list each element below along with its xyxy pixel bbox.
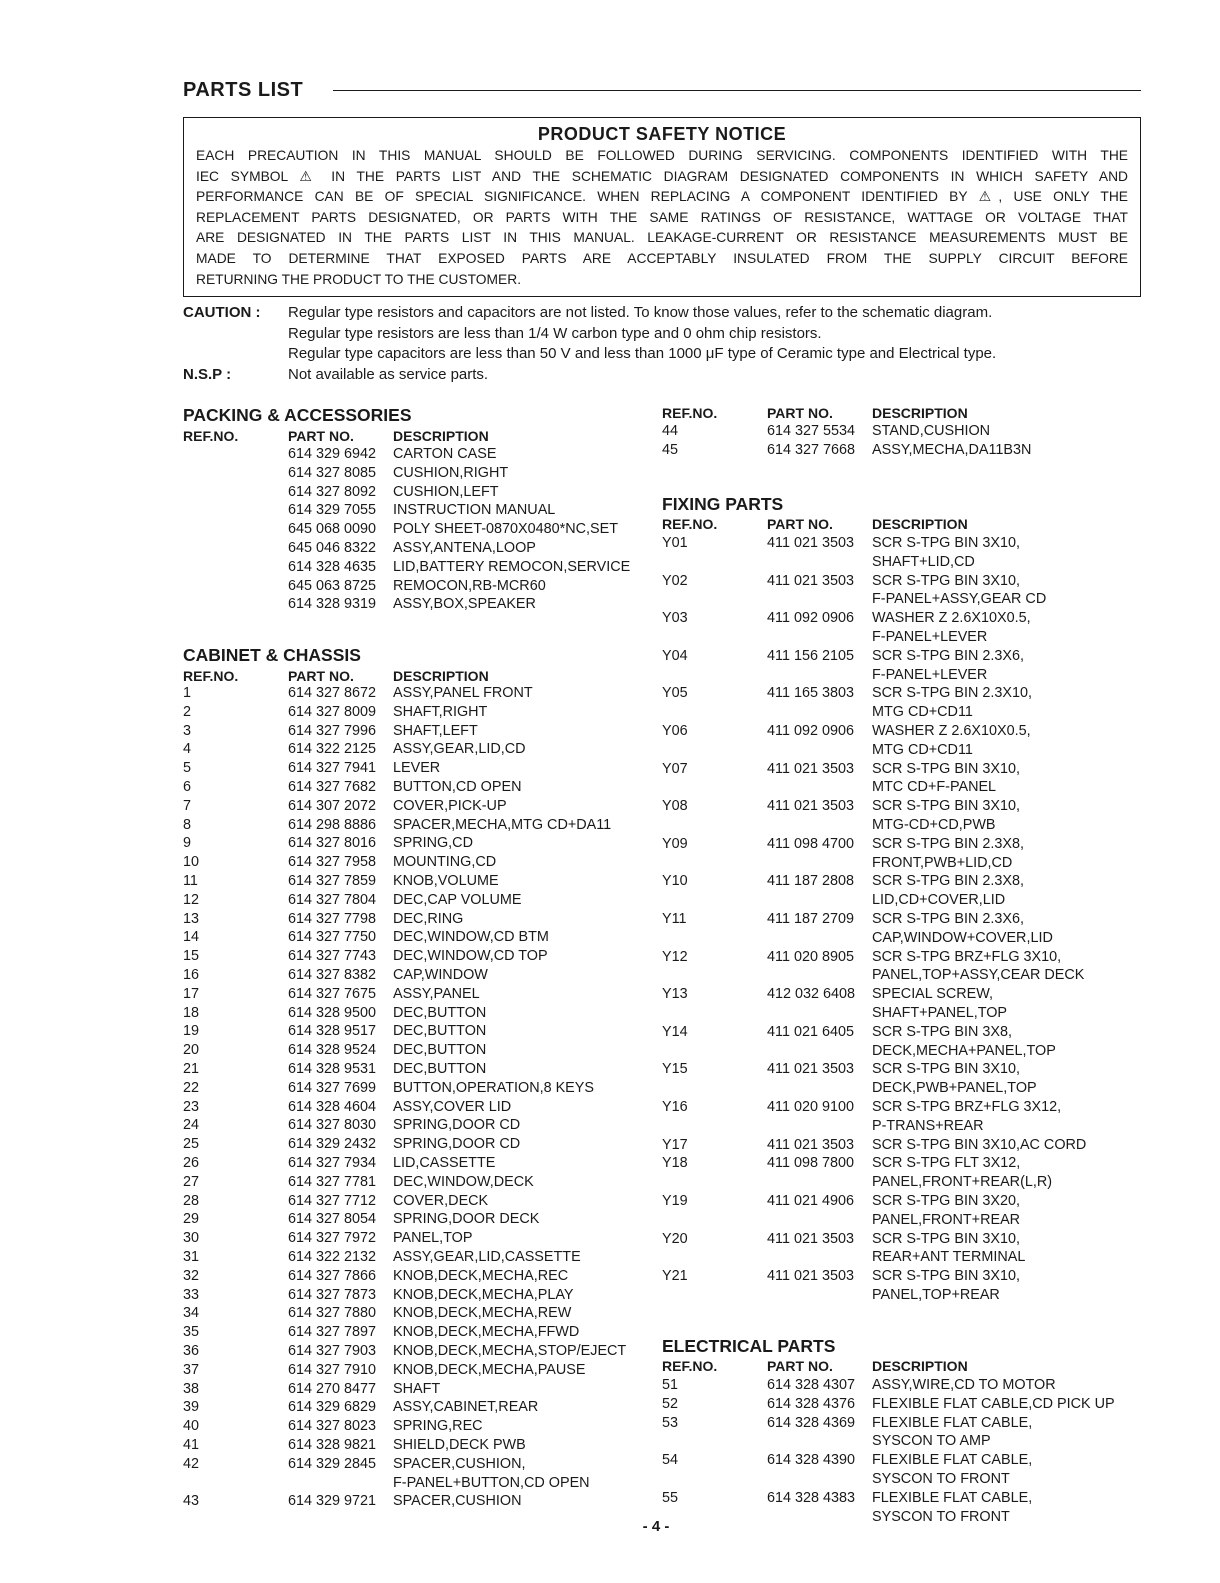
description: WASHER Z 2.6X10X0.5, (872, 610, 1031, 627)
description: SCR S-TPG BIN 3X10, (872, 1230, 1020, 1247)
part-no: 411 021 3503 (767, 1230, 854, 1247)
description: KNOB,VOLUME (393, 873, 499, 889)
part-no: 411 098 4700 (767, 835, 854, 852)
description-continued: F-PANEL+BUTTON,CD OPEN (393, 1474, 590, 1491)
ref-no: 53 (662, 1414, 679, 1431)
description: DEC,WINDOW,DECK (393, 1173, 534, 1190)
col-part-header: PART NO. (767, 405, 833, 421)
description-continued: MTC CD+F-PANEL (872, 779, 997, 796)
part-no: 614 327 8092 (288, 483, 377, 500)
description-continued: MTG CD+CD11 (872, 704, 973, 721)
description-continued: DECK,PWB+PANEL,TOP (872, 1080, 1037, 1097)
col-part-header: PART NO. (767, 1358, 833, 1374)
col-desc-header: DESCRIPTION (872, 1358, 968, 1374)
description: CUSHION,LEFT (393, 483, 499, 500)
ref-no: 8 (183, 816, 192, 833)
part-no: 614 327 7958 (288, 854, 377, 871)
notice-title: PRODUCT SAFETY NOTICE (537, 124, 787, 144)
description: DEC,BUTTON (393, 1023, 487, 1040)
description-continued: SYSCON TO FRONT (872, 1508, 1010, 1525)
part-no: 411 021 4906 (767, 1193, 854, 1209)
part-no: 614 327 8016 (288, 835, 377, 852)
part-no: 411 092 0906 (767, 723, 854, 739)
description-continued: SHAFT+PANEL,TOP (872, 1004, 1008, 1021)
part-no: 411 021 3503 (767, 760, 854, 777)
part-no: 645 063 8725 (288, 577, 377, 594)
part-no: 411 021 3503 (767, 1136, 854, 1153)
page-title: PARTS LIST (183, 79, 304, 101)
part-no: 614 328 9319 (288, 596, 377, 613)
part-no: 411 021 3503 (767, 1061, 854, 1078)
ref-no: 2 (183, 703, 192, 720)
part-no: 614 328 9524 (288, 1042, 377, 1059)
part-no: 411 098 7800 (767, 1155, 854, 1172)
description: ASSY,MECHA,DA11B3N (872, 441, 1032, 458)
description-continued: SYSCON TO AMP (872, 1433, 991, 1450)
nsp-label: N.S.P : (183, 365, 232, 383)
description: SHAFT,RIGHT (393, 703, 488, 720)
ref-no: Y16 (662, 1099, 688, 1115)
part-no: 614 329 6829 (288, 1399, 377, 1416)
description: SPACER,MECHA,MTG CD+DA11 (393, 816, 612, 833)
ref-no: Y18 (662, 1155, 688, 1172)
ref-no: 31 (183, 1249, 200, 1265)
part-no: 614 327 7675 (288, 985, 377, 1002)
description: SPRING,DOOR CD (393, 1136, 521, 1153)
fixing-title: FIXING PARTS (662, 494, 784, 514)
part-no: 614 328 4369 (767, 1414, 856, 1431)
ref-no: 9 (183, 835, 192, 852)
ref-no: 54 (662, 1452, 679, 1469)
description-continued: F-PANEL+ASSY,GEAR CD (872, 591, 1047, 608)
part-no: 614 329 2432 (288, 1136, 377, 1153)
description: SCR S-TPG BIN 2.3X10, (872, 685, 1032, 702)
ref-no: Y02 (662, 572, 688, 589)
description: BUTTON,OPERATION,8 KEYS (393, 1079, 594, 1096)
ref-no: 25 (183, 1136, 200, 1153)
ref-no: Y12 (662, 948, 688, 965)
description: DEC,CAP VOLUME (393, 891, 522, 908)
part-no: 614 327 5534 (767, 423, 856, 439)
ref-no: 16 (183, 967, 200, 983)
description: CARTON CASE (393, 446, 497, 462)
ref-no: Y20 (662, 1230, 688, 1247)
ref-no: 4 (183, 741, 192, 758)
part-no: 614 327 7880 (288, 1305, 377, 1322)
part-no: 614 328 4307 (767, 1377, 856, 1393)
notice-line: RETURNING THE PRODUCT TO THE CUSTOMER. (196, 271, 522, 287)
ref-no: 19 (183, 1023, 200, 1040)
part-no: 614 327 7972 (288, 1230, 377, 1247)
ref-no: Y08 (662, 798, 688, 815)
description: LID,BATTERY REMOCON,SERVICE (393, 558, 631, 575)
description: SCR S-TPG BIN 3X10, (872, 535, 1020, 551)
ref-no: 20 (183, 1042, 200, 1059)
description: SCR S-TPG BIN 3X10, (872, 1061, 1020, 1078)
part-no: 614 327 7941 (288, 760, 377, 777)
part-no: 614 328 4390 (767, 1452, 856, 1469)
description: DEC,BUTTON (393, 1004, 487, 1021)
col-part-header: PART NO. (288, 428, 354, 444)
part-no: 614 327 8030 (288, 1117, 377, 1134)
ref-no: 23 (183, 1098, 200, 1115)
ref-no: 51 (662, 1377, 679, 1393)
part-no: 614 327 8054 (288, 1211, 377, 1228)
ref-no: 1 (183, 685, 192, 701)
part-no: 614 329 7055 (288, 502, 377, 519)
ref-no: 34 (183, 1305, 200, 1322)
ref-no: 7 (183, 797, 192, 814)
caution-line-2: Regular type resistors are less than 1/4 W carbon type and 0 ohm chip resistors. (288, 324, 822, 342)
col-desc-header: DESCRIPTION (393, 428, 489, 444)
page-number: - 4 - (642, 1518, 670, 1535)
ref-no: 42 (183, 1455, 200, 1472)
col-part-header: PART NO. (288, 668, 354, 684)
electrical-title: ELECTRICAL PARTS (662, 1336, 836, 1356)
ref-no: 24 (183, 1117, 200, 1134)
part-no: 614 327 7804 (288, 891, 377, 908)
notice-line: MADE TO DETERMINE THAT EXPOSED PARTS ARE ACCEPTABLY INSULATED FROM THE SUPPLY CIRCUIT BEFORE (196, 251, 1128, 266)
ref-no: 39 (183, 1399, 200, 1416)
ref-no: Y14 (662, 1023, 688, 1040)
description: LID,CASSETTE (393, 1155, 496, 1171)
notice-line: REPLACEMENT PARTS DESIGNATED, OR PARTS WITH THE SAME RATINGS OF RESISTANCE, WATTAGE OR VOLTAGE THAT (196, 209, 1128, 225)
part-no: 614 327 7897 (288, 1324, 377, 1341)
part-no: 412 032 6408 (767, 986, 856, 1003)
ref-no: Y19 (662, 1193, 688, 1209)
part-no: 614 328 9821 (288, 1437, 377, 1453)
part-no: 614 328 4383 (767, 1489, 856, 1506)
description: ASSY,COVER LID (393, 1098, 512, 1115)
parts-list-header (183, 78, 1141, 104)
part-no: 614 327 7859 (288, 873, 377, 889)
ref-no: 32 (183, 1267, 200, 1284)
ref-no: Y15 (662, 1061, 688, 1078)
ref-no: 45 (662, 441, 679, 458)
part-no: 411 021 3503 (767, 1268, 854, 1285)
part-no: 614 327 7903 (288, 1343, 377, 1359)
description-continued: F-PANEL+LEVER (872, 628, 988, 645)
description-continued: MTG CD+CD11 (872, 741, 973, 758)
ref-no: 17 (183, 985, 200, 1002)
description-continued: DECK,MECHA+PANEL,TOP (872, 1042, 1056, 1059)
part-no: 614 327 7668 (767, 441, 856, 458)
ref-no: 30 (183, 1230, 200, 1247)
description: KNOB,DECK,MECHA,REW (393, 1305, 572, 1322)
col-ref-header: REF.NO. (662, 1358, 718, 1374)
description: SCR S-TPG BRZ+FLG 3X12, (872, 1099, 1062, 1115)
description: DEC,RING (393, 910, 464, 927)
part-no: 614 328 4635 (288, 558, 377, 575)
description: DEC,WINDOW,CD TOP (393, 948, 548, 965)
description: DEC,BUTTON (393, 1042, 487, 1059)
col-desc-header: DESCRIPTION (872, 516, 968, 532)
description: SCR S-TPG BIN 3X20, (872, 1193, 1020, 1209)
description: SPECIAL SCREW, (872, 986, 994, 1003)
description: SCR S-TPG BIN 3X8, (872, 1023, 1012, 1040)
ref-no: Y09 (662, 835, 688, 852)
description: CAP,WINDOW (393, 967, 488, 983)
description: ASSY,GEAR,LID,CD (393, 741, 526, 758)
part-no: 411 092 0906 (767, 610, 854, 627)
description: KNOB,DECK,MECHA,PLAY (393, 1286, 574, 1303)
part-no: 614 329 9721 (288, 1493, 377, 1510)
description: SPRING,DOOR CD (393, 1117, 521, 1134)
part-no: 614 327 7743 (288, 948, 377, 965)
description: SPRING,DOOR DECK (393, 1211, 540, 1228)
col-desc-header: DESCRIPTION (872, 405, 968, 421)
part-no: 614 327 8009 (288, 703, 377, 720)
part-no: 411 021 3503 (767, 572, 854, 589)
ref-no: 28 (183, 1192, 200, 1209)
description-continued: REAR+ANT TERMINAL (872, 1249, 1026, 1266)
description: SCR S-TPG BIN 2.3X8, (872, 835, 1024, 852)
description: KNOB,DECK,MECHA,PAUSE (393, 1361, 586, 1378)
part-no: 614 328 4604 (288, 1098, 377, 1115)
description: SCR S-TPG BIN 2.3X6, (872, 647, 1024, 664)
part-no: 614 327 7873 (288, 1286, 377, 1303)
ref-no: 12 (183, 891, 200, 908)
description: SHIELD,DECK PWB (393, 1437, 526, 1453)
ref-no: Y21 (662, 1268, 688, 1285)
notice-line: EACH PRECAUTION IN THIS MANUAL SHOULD BE FOLLOWED DURING SERVICING. COMPONENTS IDENTIFIED WITH THE (196, 148, 1128, 163)
part-no: 645 046 8322 (288, 540, 377, 556)
description: COVER,PICK-UP (393, 797, 507, 814)
ref-no: 52 (662, 1395, 679, 1412)
ref-no: 6 (183, 779, 192, 795)
ref-no: Y10 (662, 873, 688, 890)
description: PANEL,TOP (393, 1230, 473, 1247)
title-rule (333, 90, 1141, 91)
part-no: 614 327 7750 (288, 929, 377, 946)
col-ref-header: REF.NO. (183, 428, 239, 444)
ref-no: 26 (183, 1155, 200, 1171)
description-continued: PANEL,TOP+ASSY,CEAR DECK (872, 967, 1085, 984)
ref-no: 18 (183, 1004, 200, 1021)
part-no: 411 187 2808 (767, 873, 854, 890)
cabinet-title: CABINET & CHASSIS (183, 645, 361, 665)
ref-no: 40 (183, 1418, 200, 1435)
description: SCR S-TPG BRZ+FLG 3X10, (872, 948, 1062, 965)
part-no: 614 307 2072 (288, 797, 377, 814)
part-no: 614 327 7781 (288, 1173, 377, 1190)
part-no: 614 327 8085 (288, 464, 377, 481)
description: KNOB,DECK,MECHA,STOP/EJECT (393, 1343, 627, 1359)
description: FLEXIBLE FLAT CABLE, (872, 1489, 1033, 1506)
ref-no: Y04 (662, 647, 688, 664)
packing-title: PACKING & ACCESSORIES (183, 405, 412, 425)
col-ref-header: REF.NO. (662, 516, 718, 532)
part-no: 614 327 8382 (288, 967, 377, 983)
part-no: 614 327 7996 (288, 722, 377, 739)
ref-no: 33 (183, 1286, 200, 1303)
part-no: 614 329 6942 (288, 446, 377, 462)
description: KNOB,DECK,MECHA,REC (393, 1267, 569, 1284)
description: ASSY,GEAR,LID,CASSETTE (393, 1249, 581, 1265)
part-no: 614 322 2125 (288, 741, 377, 758)
ref-no: 41 (183, 1437, 200, 1453)
description: ASSY,ANTENA,LOOP (393, 540, 536, 556)
part-no: 614 327 7712 (288, 1192, 377, 1209)
product-safety-notice (183, 117, 1141, 297)
part-no: 614 298 8886 (288, 816, 377, 833)
ref-no: Y06 (662, 723, 688, 739)
part-no: 614 327 8023 (288, 1418, 377, 1435)
part-no: 614 327 7866 (288, 1267, 377, 1284)
description: SCR S-TPG BIN 3X10, (872, 760, 1020, 777)
description: SHAFT (393, 1380, 441, 1397)
ref-no: 13 (183, 910, 200, 927)
caution-label: CAUTION : (183, 304, 261, 321)
part-no: 411 020 9100 (767, 1099, 854, 1115)
part-no: 614 322 2132 (288, 1249, 377, 1265)
nsp-text: Not available as service parts. (288, 365, 489, 383)
description: SCR S-TPG BIN 3X10, (872, 572, 1020, 589)
ref-no: 37 (183, 1361, 200, 1378)
part-no: 614 327 7934 (288, 1155, 377, 1171)
description: FLEXIBLE FLAT CABLE,CD PICK UP (872, 1395, 1115, 1412)
description: ASSY,PANEL (393, 985, 480, 1002)
ref-no: 35 (183, 1324, 200, 1341)
ref-no: 27 (183, 1173, 200, 1190)
description-continued: FRONT,PWB+LID,CD (872, 854, 1013, 871)
description: SCR S-TPG BIN 3X10, (872, 1268, 1020, 1285)
part-no: 411 187 2709 (767, 911, 854, 927)
ref-no: Y17 (662, 1136, 688, 1153)
part-no: 614 327 7699 (288, 1079, 377, 1096)
ref-no: 21 (183, 1061, 200, 1077)
description: ASSY,PANEL FRONT (393, 685, 533, 701)
col-desc-header: DESCRIPTION (393, 668, 489, 684)
description: CUSHION,RIGHT (393, 464, 509, 481)
description: STAND,CUSHION (872, 423, 991, 439)
part-no: 614 328 9500 (288, 1004, 377, 1021)
description: BUTTON,CD OPEN (393, 779, 522, 795)
description: DEC,BUTTON (393, 1061, 487, 1077)
ref-no: 22 (183, 1079, 200, 1096)
description: REMOCON,RB-MCR60 (393, 577, 546, 594)
ref-no: 10 (183, 854, 200, 871)
description-continued: PANEL,FRONT+REAR (872, 1211, 1021, 1228)
ref-no: 11 (183, 873, 198, 889)
description-continued: SHAFT+LID,CD (872, 553, 975, 570)
description: WASHER Z 2.6X10X0.5, (872, 723, 1031, 739)
description: POLY SHEET-0870X0480*NC,SET (393, 521, 619, 538)
description: SCR S-TPG BIN 3X10, (872, 798, 1020, 815)
part-no: 645 068 0090 (288, 521, 377, 538)
part-no: 614 327 8672 (288, 685, 377, 701)
description: FLEXIBLE FLAT CABLE, (872, 1414, 1033, 1431)
description: SCR S-TPG BIN 2.3X8, (872, 873, 1024, 890)
description-continued: MTG-CD+CD,PWB (872, 816, 996, 833)
part-no: 411 165 3803 (767, 685, 854, 702)
ref-no: 44 (662, 423, 679, 439)
part-no: 411 021 6405 (767, 1023, 854, 1040)
caution-line-1: Regular type resistors and capacitors are not listed. To know those values, refer to the schematic diagram. (288, 304, 993, 321)
ref-no: Y13 (662, 986, 688, 1003)
description: ASSY,BOX,SPEAKER (393, 596, 536, 613)
part-no: 614 327 7910 (288, 1361, 377, 1378)
description-continued: LID,CD+COVER,LID (872, 892, 1006, 909)
description-continued: PANEL,TOP+REAR (872, 1286, 1000, 1303)
description: FLEXIBLE FLAT CABLE, (872, 1452, 1033, 1469)
description: SCR S-TPG FLT 3X12, (872, 1155, 1021, 1172)
ref-no: Y11 (662, 911, 687, 927)
col-part-header: PART NO. (767, 516, 833, 532)
description: ASSY,CABINET,REAR (393, 1399, 539, 1416)
ref-no: 43 (183, 1493, 200, 1510)
description: SCR S-TPG BIN 2.3X6, (872, 911, 1024, 927)
ref-no: Y03 (662, 610, 688, 627)
description: SPACER,CUSHION, (393, 1455, 526, 1472)
description: LEVER (393, 760, 441, 777)
ref-no: 55 (662, 1489, 679, 1506)
description-continued: PANEL,FRONT+REAR(L,R) (872, 1174, 1053, 1191)
ref-no: 3 (183, 722, 192, 739)
description: SCR S-TPG BIN 3X10,AC CORD (872, 1136, 1087, 1153)
part-no: 614 327 7682 (288, 779, 377, 795)
part-no: 614 327 7798 (288, 910, 377, 927)
notice-line: IEC SYMBOL ⚠ IN THE PARTS LIST AND THE SCHEMATIC DIAGRAM DESIGNATED COMPONENTS IN WHICH SAFETY AND (196, 168, 1128, 184)
description-continued: F-PANEL+LEVER (872, 666, 988, 683)
description: MOUNTING,CD (393, 854, 497, 871)
description: KNOB,DECK,MECHA,FFWD (393, 1324, 580, 1341)
part-no: 411 021 3503 (767, 535, 854, 551)
ref-no: 14 (183, 929, 200, 946)
part-no: 411 020 8905 (767, 948, 854, 965)
ref-no: 36 (183, 1343, 200, 1359)
ref-no: Y07 (662, 760, 688, 777)
description: SPRING,REC (393, 1418, 483, 1435)
part-no: 411 156 2105 (767, 647, 854, 664)
col-ref-header: REF.NO. (183, 668, 239, 684)
col-ref-header: REF.NO. (662, 405, 718, 421)
description: DEC,WINDOW,CD BTM (393, 929, 549, 946)
ref-no: 29 (183, 1211, 200, 1228)
part-no: 614 329 2845 (288, 1455, 377, 1472)
part-no: 614 270 8477 (288, 1380, 377, 1397)
ref-no: 38 (183, 1380, 200, 1397)
description: COVER,DECK (393, 1192, 489, 1209)
description: INSTRUCTION MANUAL (393, 502, 556, 519)
description-continued: SYSCON TO FRONT (872, 1470, 1010, 1487)
part-no: 614 328 9517 (288, 1023, 377, 1040)
ref-no: 5 (183, 760, 192, 777)
description: SHAFT,LEFT (393, 722, 478, 739)
description: SPRING,CD (393, 835, 473, 852)
ref-no: Y05 (662, 685, 688, 702)
ref-no: Y01 (662, 535, 688, 551)
description: ASSY,WIRE,CD TO MOTOR (872, 1377, 1056, 1393)
notice-line: ARE DESIGNATED IN THE PARTS LIST IN THIS MANUAL. LEAKAGE-CURRENT OR RESISTANCE MEASUREMENTS MUST BE (196, 230, 1128, 246)
part-no: 614 328 9531 (288, 1061, 377, 1077)
notice-line: PERFORMANCE CAN BE OF SPECIAL SIGNIFICANCE. WHEN REPLACING A COMPONENT IDENTIFIED BY ⚠, USE ONLY THE (196, 189, 1128, 205)
caution-line-3: Regular type capacitors are less than 50 V and less than 1000 μF type of Ceramic type and Electrical type. (288, 345, 997, 362)
part-no: 411 021 3503 (767, 798, 854, 815)
ref-no: 15 (183, 948, 200, 965)
description: SPACER,CUSHION (393, 1493, 522, 1510)
description-continued: CAP,WINDOW+COVER,LID (872, 929, 1053, 946)
description-continued: P-TRANS+REAR (872, 1117, 984, 1134)
part-no: 614 328 4376 (767, 1395, 856, 1412)
